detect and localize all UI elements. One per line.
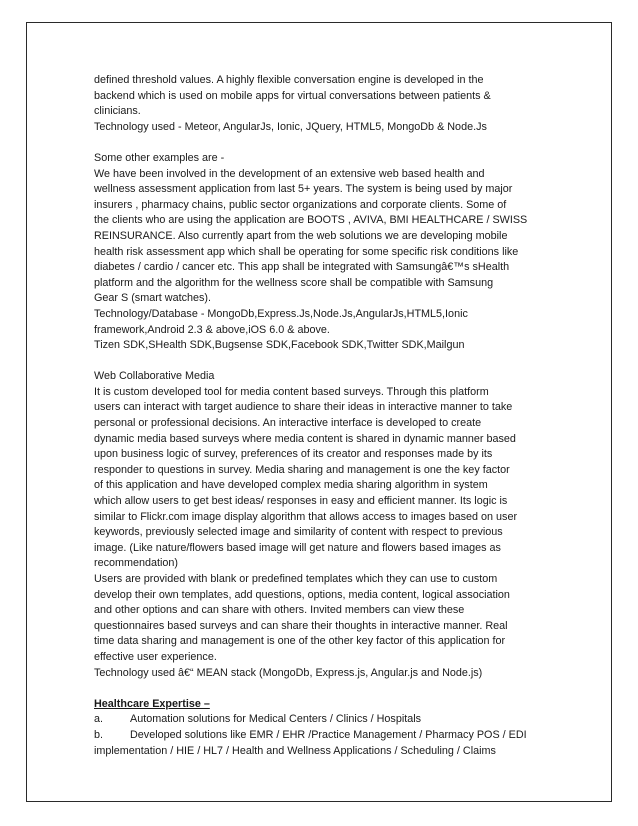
paragraph-web-collaborative-media	[94, 369, 554, 681]
list-item	[94, 712, 554, 728]
text-line: dynamic media based surveys where media content is shared in dynamic manner based	[94, 432, 516, 445]
technology-line: Technology used â€“ MEAN stack (MongoDb, Express.js, Angular.js and Node.js)	[94, 666, 483, 679]
text-line: keywords, previously selected image and similarity of content with respect to previous	[94, 526, 503, 539]
text-line: image. (Like nature/flowers based image will get nature and flowers based images as	[94, 541, 501, 554]
text-line: insurers , pharmacy chains, public sector organizations and corporate clients. Some of	[94, 198, 507, 211]
section-title: Web Collaborative Media	[94, 370, 215, 383]
paragraph-wellness-assessment	[94, 151, 554, 354]
text-line: responder to questions in survey. Media sharing and management is one the key factor	[94, 463, 510, 476]
text-line: We have been involved in the development of an extensive web based health and	[94, 167, 485, 180]
text-line: questionnaires based surveys and can share their thoughts in interactive manner. Real	[94, 619, 508, 632]
document-body	[94, 73, 554, 759]
text-line: users can interact with target audience to share their ideas in interactive manner to take	[94, 401, 513, 414]
text-line: Gear S (smart watches).	[94, 292, 211, 305]
spacer	[94, 681, 554, 697]
text-line: of this application and have developed complex media sharing algorithm in system	[94, 479, 488, 492]
list-item-continuation: implementation / HIE / HL7 / Health and Wellness Applications / Scheduling / Claims	[94, 744, 496, 757]
technology-line: framework,Android 2.3 & above,iOS 6.0 & above.	[94, 323, 330, 336]
healthcare-expertise-heading: Healthcare Expertise –	[94, 697, 210, 710]
text-line: health risk assessment app which shall be operating for some specific risk conditions like	[94, 245, 519, 258]
list-item-text: Developed solutions like EMR / EHR /Practice Management / Pharmacy POS / EDI	[130, 728, 527, 741]
list-item-text: Automation solutions for Medical Centers / Clinics / Hospitals	[130, 713, 422, 726]
text-line: It is custom developed tool for media content based surveys. Through this platform	[94, 385, 489, 398]
list-item	[94, 728, 554, 744]
text-line: platform and the algorithm for the wellness score shall be compatible with Samsung	[94, 276, 494, 289]
text-line: and other options and can share with others. Invited members can view these	[94, 604, 465, 617]
text-line: the clients who are using the application are BOOTS , AVIVA, BMI HEALTHCARE / SWISS	[94, 214, 528, 227]
paragraph-conversation-engine	[94, 73, 554, 135]
list-marker: b.	[94, 728, 104, 741]
text-line: Users are provided with blank or predefined templates which they can use to custom	[94, 573, 498, 585]
text-line: backend which is used on mobile apps for virtual conversations between patients &	[94, 89, 491, 102]
text-line: which allow users to get best ideas/ responses in easy and efficient manner. Its logic is	[94, 495, 508, 508]
text-line: develop their own templates, add questions, options, media content, logical association	[94, 588, 510, 601]
list-marker: a.	[94, 713, 104, 726]
section-intro: Some other examples are -	[94, 151, 225, 164]
technology-line: Technology used - Meteor, AngularJs, Ionic, JQuery, HTML5, MongoDb & Node.Js	[94, 120, 487, 133]
text-line: upon business logic of survey, preferences of its creator and responses made by its	[94, 448, 493, 461]
text-line: time data sharing and management is one of the other key factor of this application for	[94, 635, 506, 648]
text-line: clinicians.	[94, 105, 141, 118]
technology-line: Tizen SDK,SHealth SDK,Bugsense SDK,Facebook SDK,Twitter SDK,Mailgun	[94, 339, 465, 352]
spacer	[94, 135, 554, 151]
expertise-list	[94, 712, 554, 759]
text-line: REINSURANCE. Also currently apart from the web solutions we are developing mobile	[94, 229, 508, 242]
text-line: diabetes / cardio / cancer etc. This app shall be integrated with Samsungâ€™s sHealth	[94, 261, 510, 274]
text-line: effective user experience.	[94, 650, 217, 663]
spacer	[94, 354, 554, 370]
technology-line: Technology/Database - MongoDb,Express.Js,Node.Js,AngularJs,HTML5,Ionic	[94, 307, 468, 320]
text-line: wellness assessment application from last 5+ years. The system is being used by major	[94, 183, 513, 196]
text-line: personal or professional decisions. An interactive interface is developed to create	[94, 417, 482, 430]
text-line: similar to Flickr.com image display algorithm that allows access to images based on user	[94, 510, 518, 523]
text-line: recommendation)	[94, 557, 179, 570]
text-line: defined threshold values. A highly flexible conversation engine is developed in the	[94, 74, 484, 86]
